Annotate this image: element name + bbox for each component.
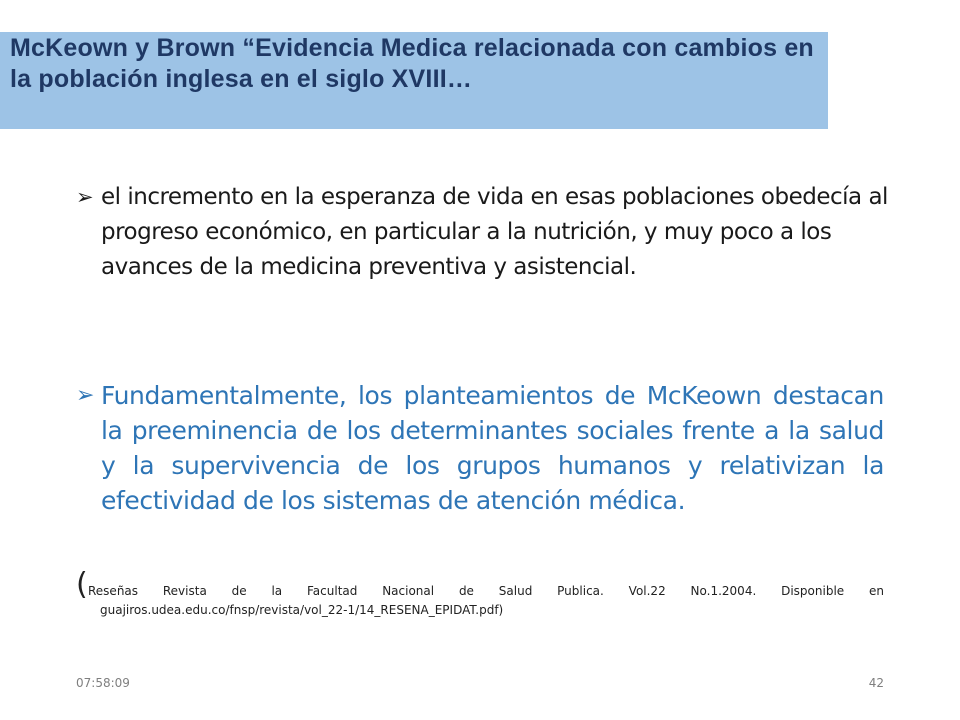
footer-time: 07:58:09: [76, 676, 130, 690]
citation-open-paren: (: [76, 567, 88, 602]
arrow-bullet-icon: ➢: [76, 383, 95, 408]
bullet-item-2: [76, 378, 884, 518]
bullet-text-1: el incremento en la esperanza de vida en esas poblaciones obedecía al progreso económico, en particular a la nutrición, y muy poco a los avances de la medicina preventiva y asistencial.: [101, 184, 888, 280]
bullet-text-2: Fundamentalmente, los planteamientos de McKeown destacan la preeminencia de los determinantes sociales frente a la salud y la supervivencia de los grupos humanos y relativizan la efectividad de los sistemas de atención médica.: [101, 381, 884, 515]
citation-text: [76, 568, 884, 620]
arrow-bullet-icon: ➢: [76, 185, 94, 209]
title-banner: [0, 32, 828, 129]
bullet-item-1: [76, 180, 888, 285]
citation: [76, 568, 884, 620]
citation-line-2: guajiros.udea.edu.co/fnsp/revista/vol_22-1/14_RESENA_EPIDAT.pdf): [100, 603, 504, 617]
citation-line-1: Reseñas Revista de la Facultad Nacional de Salud Publica. Vol.22 No.1.2004. Disponible en: [88, 584, 884, 598]
slide-title: McKeown y Brown “Evidencia Medica relacionada con cambios en la población inglesa en el siglo XVIII…: [10, 34, 814, 93]
slide-number: 42: [868, 676, 884, 690]
